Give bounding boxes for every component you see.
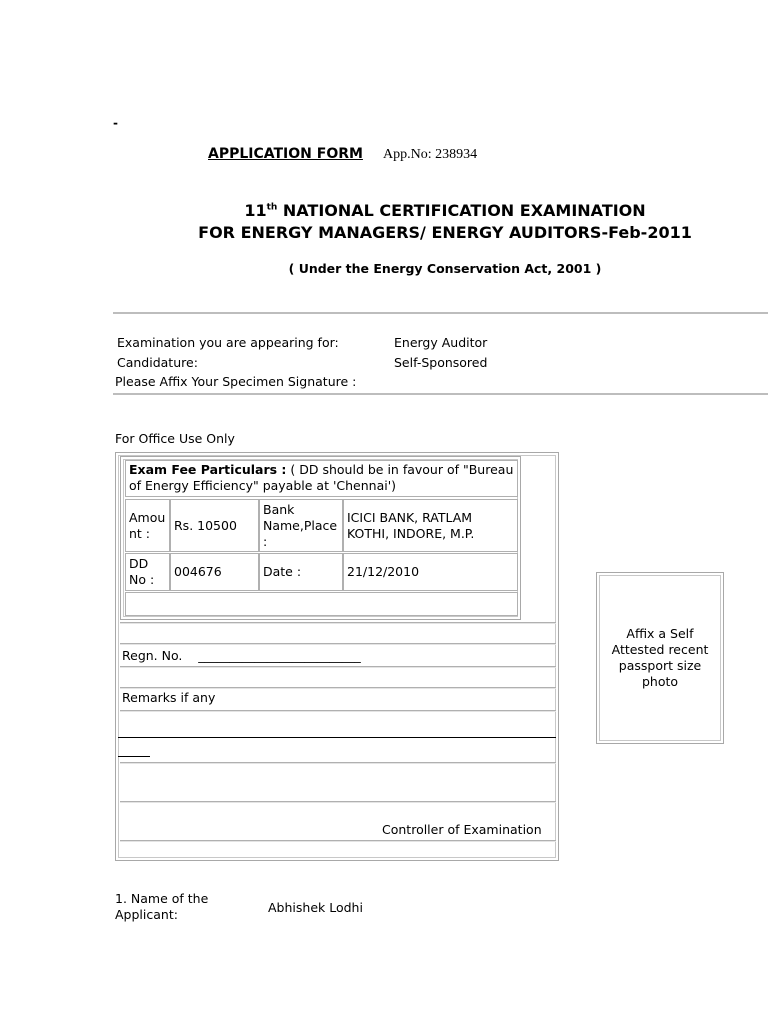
form-title: APPLICATION FORM xyxy=(208,146,363,162)
row-separator xyxy=(120,643,556,644)
remarks-label: Remarks if any xyxy=(122,690,216,705)
candidature-value: Self-Sponsored xyxy=(394,355,488,370)
signature-label: Please Affix Your Specimen Signature : xyxy=(115,374,357,389)
title-line1-text: NATIONAL CERTIFICATION EXAMINATION xyxy=(277,201,646,220)
application-number: App.No: 238934 xyxy=(383,147,478,162)
photo-instruction: Affix a Self Attested recent passport size photo xyxy=(611,626,709,689)
bank-label xyxy=(259,499,343,552)
fee-table-empty-row xyxy=(125,592,518,616)
row-separator xyxy=(120,666,556,667)
dd-label-text: DD No : xyxy=(129,556,155,587)
amount-label-text: Amou nt : xyxy=(129,509,166,541)
dd-label xyxy=(125,553,170,591)
row-separator xyxy=(120,622,556,623)
exam-title-line1 xyxy=(120,201,768,220)
regn-no-blank: __________________________ xyxy=(198,648,361,663)
controller-signature-label: Controller of Examination xyxy=(382,822,542,837)
subtitle: ( Under the Energy Conservation Act, 2001 ) xyxy=(288,261,602,276)
date-value xyxy=(343,553,518,591)
dash-mark: - xyxy=(113,116,118,130)
divider-bottom xyxy=(113,393,768,395)
title-ordinal-suffix: th xyxy=(266,202,278,213)
divider-top xyxy=(113,312,768,314)
bank-value xyxy=(343,499,518,552)
row-separator xyxy=(120,710,556,711)
amount-label xyxy=(125,499,170,552)
bank-label-text: Bank Name,Place : xyxy=(263,501,338,549)
amount-value xyxy=(170,499,259,552)
fee-heading-bold: Exam Fee Particulars : xyxy=(129,462,287,477)
row-separator xyxy=(120,687,556,688)
regn-no-label: Regn. No. xyxy=(122,648,183,663)
applicant-name-value: Abhishek Lodhi xyxy=(268,900,363,915)
office-use-heading: For Office Use Only xyxy=(115,431,235,446)
row-separator xyxy=(120,801,556,802)
row-separator xyxy=(120,762,556,763)
title-ordinal: 11 xyxy=(244,201,267,220)
remarks-line-continued xyxy=(118,744,150,757)
exam-title-line2: FOR ENERGY MANAGERS/ ENERGY AUDITORS-Feb-2011 xyxy=(198,223,692,242)
row-separator xyxy=(120,840,556,841)
exam-label: Examination you are appearing for: xyxy=(117,335,339,350)
dd-value-text: 004676 xyxy=(174,564,222,579)
fee-heading-note: ( DD should be in favour of "Bureau of Energy Efficiency" payable at 'Chennai') xyxy=(129,462,514,493)
photo-placeholder-box xyxy=(596,572,724,744)
date-value-text: 21/12/2010 xyxy=(347,564,420,579)
date-label xyxy=(259,553,343,591)
dd-value xyxy=(170,553,259,591)
bank-value-text: ICICI BANK, RATLAM KOTHI, INDORE, M.P. xyxy=(347,509,475,541)
amount-value-text: Rs. 10500 xyxy=(174,517,237,533)
remarks-line xyxy=(118,725,556,738)
exam-value: Energy Auditor xyxy=(394,335,488,350)
date-label-text: Date : xyxy=(263,564,302,579)
applicant-name-label: 1. Name of the Applicant: xyxy=(115,891,209,922)
regn-no-field xyxy=(122,648,361,663)
candidature-label: Candidature: xyxy=(117,355,198,370)
fee-particulars-heading xyxy=(125,460,518,497)
